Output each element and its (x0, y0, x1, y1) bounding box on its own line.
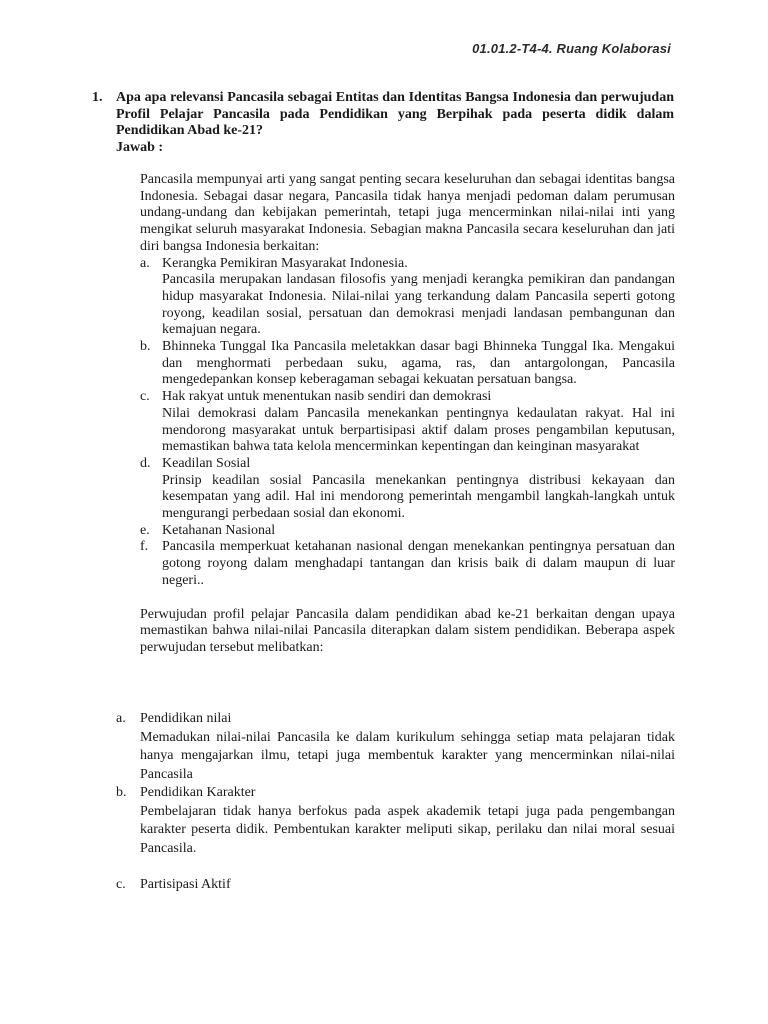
list-item (116, 784, 675, 858)
list-marker: a. (140, 255, 150, 271)
list-item-heading: Ketahanan Nasional (162, 522, 276, 538)
list-item (140, 523, 675, 540)
list-item-heading: Keadilan Sosial (162, 455, 251, 471)
intro-paragraph: Pancasila mempunyai arti yang sangat penting secara keseluruhan dan sebagai identitas bangsa Indonesia. Sebagai dasar negara, Pancasila tidak hanya menjadi pedoman dalam perumusan undang-undang dan kebijakan pemerintah, tetapi juga mencerminkan nilai-nilai inti yang mengikat seluruh masyarakat Indonesia. Sebagian makna Pancasila secara keseluruhan dan jati diri bangsa Indonesia berkaitan: (140, 172, 675, 254)
question-number: 1. (92, 90, 103, 105)
list-marker: e. (140, 522, 150, 538)
answer-body (140, 172, 675, 657)
list-item-text: Memadukan nilai-nilai Pancasila ke dalam kurikulum sehingga setiap mata pelajaran tidak hanya mengajarkan ilmu, tetapi juga membentuk karakter yang mencerminkan nilai-nilai Pancasila (140, 729, 675, 782)
list-item-text: Pancasila memperkuat ketahanan nasional dengan menekankan pentingnya persatuan dan gotong royong dalam menghadapi tantangan dan krisis baik di dalam maupun di luar negeri.. (162, 539, 675, 588)
list-item (140, 339, 675, 389)
list-marker: b. (116, 785, 127, 800)
list-item (140, 539, 675, 589)
list-marker: c. (116, 877, 126, 892)
list-item-heading: Pendidikan nilai (140, 711, 232, 726)
list-marker: d. (140, 455, 151, 471)
list-item-text: Bhinneka Tunggal Ika Pancasila meletakkan dasar bagi Bhinneka Tunggal Ika. Mengakui dan menghormati perbedaan suku, agama, ras, dan antargolongan, Pancasila mengedepankan konsep keberagaman sebagai kekuatan persatuan bangsa. (162, 339, 675, 388)
list-item-heading: Partisipasi Aktif (140, 877, 231, 892)
list-item-text: Pancasila merupakan landasan filosofis yang menjadi kerangka pemikiran dan pandangan hidup masyarakat Indonesia. Nilai-nilai yang terkandung dalam Pancasila seperti gotong royong, keadilan sosial, persatuan dan demokrasi menjadi landasan pembangunan dan kemajuan negara. (162, 272, 675, 338)
list-item-heading: Hak rakyat untuk menentukan nasib sendiri dan demokrasi (162, 389, 492, 405)
list-marker: a. (116, 711, 126, 726)
question-body (116, 90, 674, 156)
list-item (116, 876, 675, 895)
list-item (140, 256, 675, 340)
list-item-text: Prinsip keadilan sosial Pancasila menekankan pentingnya distribusi kekayaan dan kesempatan yang adil. Hal ini mendorong pemerintah mengambil langkah-langkah untuk mengurangi perbedaan sosial dan ekonomi. (162, 472, 675, 522)
list-item (140, 456, 675, 523)
answer-label: Jawab : (116, 139, 164, 155)
list-marker: b. (140, 339, 151, 355)
list-item (116, 710, 675, 784)
aspects-list (116, 710, 675, 895)
profile-paragraph: Perwujudan profil pelajar Pancasila dalam pendidikan abad ke-21 berkaitan dengan upaya memastikan bahwa nilai-nilai Pancasila diterapkan dalam sistem pendidikan. Beberapa aspek perwujudan tersebut melibatkan: (140, 606, 675, 655)
list-item (140, 389, 675, 456)
list-marker: f. (140, 539, 149, 555)
list-marker: c. (140, 389, 150, 405)
question-block (92, 90, 674, 156)
document-code: 01.01.2-T4-4. Ruang Kolaborasi (472, 41, 671, 56)
question-text: Apa apa relevansi Pancasila sebagai Entitas dan Identitas Bangsa Indonesia dan perwujudan Profil Pelajar Pancasila pada Pendidikan yang Berpihak pada peserta didik dalam Pendidikan Abad ke-21? (116, 90, 674, 138)
list-item-heading: Kerangka Pemikiran Masyarakat Indonesia. (162, 255, 408, 271)
list-item-text: Nilai demokrasi dalam Pancasila menekankan pentingnya kedaulatan rakyat. Hal ini mendorong masyarakat untuk berpartisipasi aktif dalam proses pengambilan keputusan, memastikan bahwa tata kelola mencerminkan kepentingan dan keinginan masyarakat (162, 405, 675, 455)
list-item-heading: Pendidikan Karakter (140, 785, 256, 800)
meanings-list (140, 256, 675, 590)
list-item-text: Pembelajaran tidak hanya berfokus pada aspek akademik tetapi juga pada pengembangan karakter peserta didik. Pembentukan karakter meliputi sikap, perilaku dan nilai moral sesuai Pancasila. (140, 803, 675, 856)
